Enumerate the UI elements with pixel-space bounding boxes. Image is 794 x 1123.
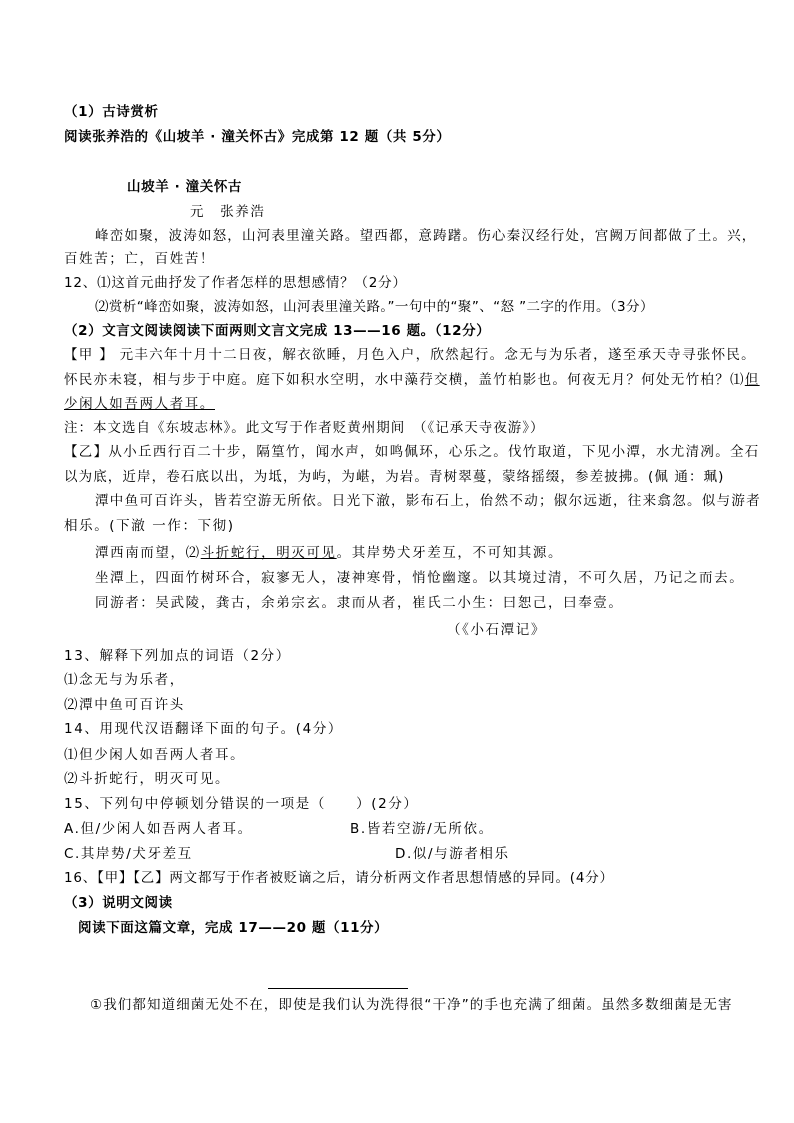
option-a: A.但/少闲人如吾两人者耳。 [64,821,253,837]
question-15: 15、下列句中停顿划分错误的一项是（ ）(2分） [64,796,419,812]
section-heading: （2）文言文阅读阅读下面两则文言文完成 13——16 题。（12分） [64,323,491,339]
question-13-1: ⑴念无与为乐者， [64,672,185,688]
poem-text: 峰峦如聚，波涛如怒，山河表里潼关路。望西都，意踌躇。伤心秦汉经行处，宫阙万间都做了土。兴， [95,228,757,244]
passage-yi: 相乐。(下澈 一作：下彻) [64,518,235,534]
question-14: 14、用现代汉语翻译下面的句子。(4分） [64,721,344,737]
text: 潭西南而望，⑵ [95,545,201,561]
passage-yi: 【乙】从小丘西行百二十步，隔篁竹，闻水声，如鸣佩环，心乐之。伐竹取道，下见小潭，水尤清冽。全石 [64,444,760,460]
passage-jia: 【甲 】 元丰六年十月十二日夜，解衣欲睡，月色入户，欣然起行。念无与为乐者，遂至承天寺寻张怀民。 [64,347,756,363]
divider-line [268,988,408,989]
passage-yi: 同游者：吴武陵，龚古，余弟宗玄。隶而从者，崔氏二小生：曰恕己，曰奉壹。 [95,595,624,611]
passage-yi: 坐潭上，四面竹树环合，寂寥无人，凄神寒骨，悄怆幽邃。以其境过清，不可久居，乃记之而去。 [95,570,745,586]
underlined-sentence: 少闲人如吾两人者耳。 [64,396,215,412]
poem-text: 百姓苦；亡，百姓苦！ [64,251,215,267]
note: 注：本文选自《东坡志林》。此文写于作者贬黄州期间 （《记承天寺夜游》） [64,420,545,436]
poem-author: 元 张养浩 [190,204,266,220]
section-heading: （1）古诗赏析 [64,104,159,120]
option-b: B.皆若空游/无所依。 [350,821,494,837]
question-14-2: ⑵斗折蛇行，明灭可见。 [64,771,231,787]
section-heading: （3）说明文阅读 [64,895,173,911]
source: （《小石潭记》 [447,622,546,638]
paragraph-1: ①我们都知道细菌无处不在，即使是我们认为洗得很“干净”的手也充满了细菌。虽然多数细菌是无害 [90,997,733,1013]
underlined-sentence: 但 [744,372,760,388]
passage-yi: 潭中鱼可百许头，皆若空游无所依。日光下澈，影布石上，佁然不动；俶尔远逝，往来翕忽。似与游者 [95,493,761,509]
passage-yi: 以为底，近岸，卷石底以出，为坻，为屿，为嵁，为岩。青树翠蔓，蒙络摇缀，参差披拂。(佩 通：珮) [64,469,725,485]
option-d: D.似/与游者相乐 [395,846,510,862]
poem-title: 山坡羊 · 潼关怀古 [127,179,243,195]
passage-yi [95,544,563,562]
question-12-1: 12、⑴这首元曲抒发了作者怎样的思想感情？（2分） [64,275,407,291]
instruction: 阅读下面这篇文章，完成 17——20 题（11分） [78,920,389,936]
question-13: 13、解释下列加点的词语（2分） [64,648,291,664]
text: 。其岸势犬牙差互，不可知其源。 [336,545,564,561]
option-c: C.其岸势/犬牙差互 [64,846,193,862]
underlined-sentence: 斗折蛇行，明灭可见 [200,545,337,561]
question-14-1: ⑴但少闲人如吾两人者耳。 [64,747,246,763]
passage-jia [64,371,760,389]
text: 怀民亦未寝，相与步于中庭。庭下如积水空明，水中藻荇交横，盖竹柏影也。何夜无月？何处无竹柏？⑴ [64,372,745,388]
instruction: 阅读张养浩的《山坡羊 · 潼关怀古》完成第 12 题（共 5分） [64,129,451,145]
question-13-2: ⑵潭中鱼可百许头 [64,697,185,713]
question-16: 16、【甲】【乙】两文都写于作者被贬谪之后，请分析两文作者思想情感的异同。(4分） [64,870,614,886]
question-12-2: ⑵赏析“峰峦如聚，波涛如怒，山河表里潼关路。”一句中的“聚”、“怒 ”二字的作用。（3分） [95,299,654,315]
